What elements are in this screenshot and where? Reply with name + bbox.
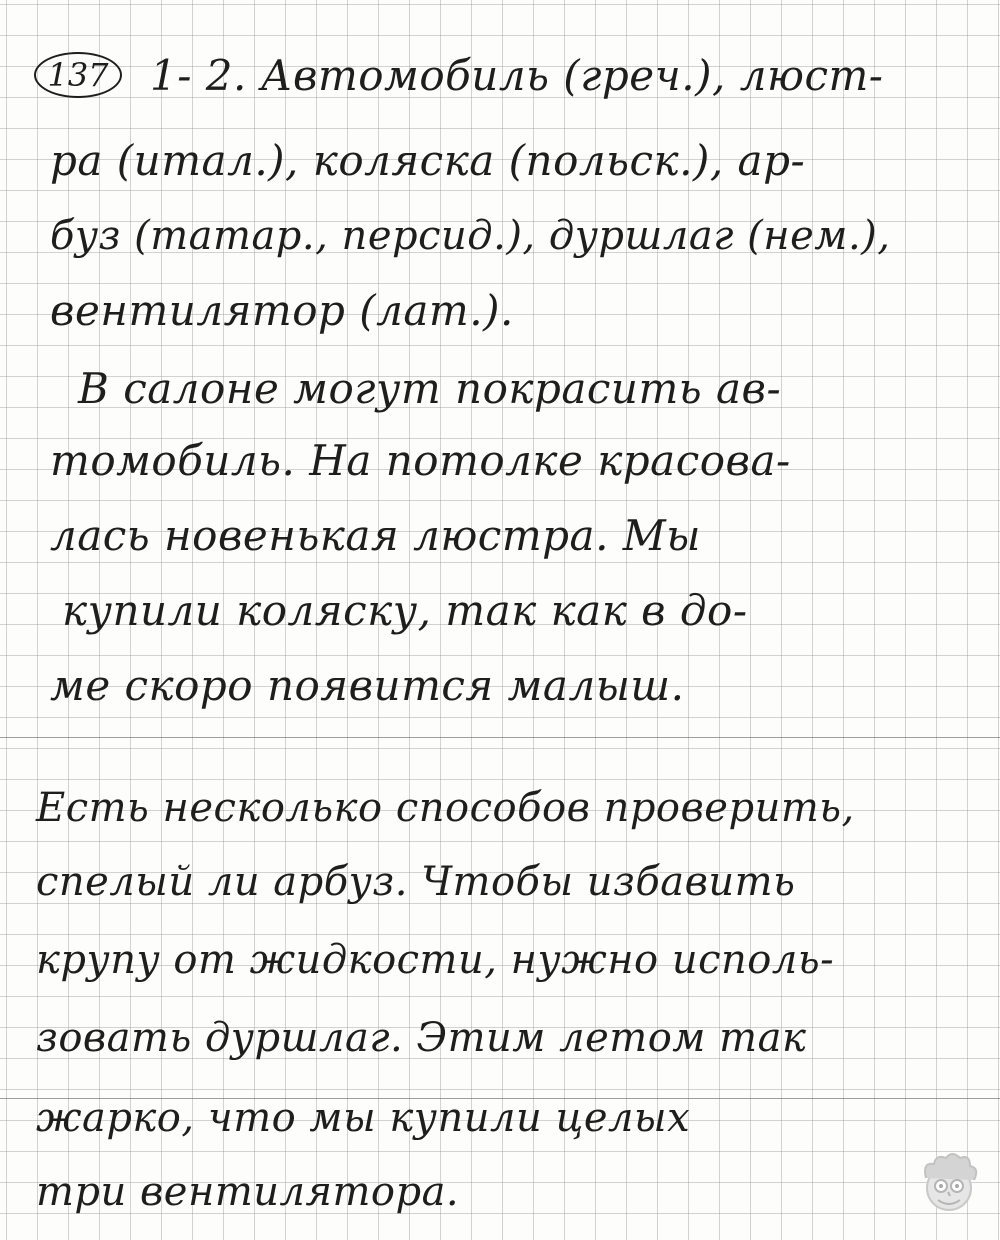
text-line: крупу от жидкости, нужно исполь-	[36, 937, 835, 983]
text-line: три вентилятора.	[36, 1169, 460, 1215]
text-line: В салоне могут покрасить ав-	[78, 364, 782, 413]
text-line: вентилятор (лат.).	[50, 286, 514, 335]
text-line: лась новенькая люстра. Мы	[50, 511, 701, 560]
text-line: ра (итал.), коляска (польск.), ар-	[50, 136, 806, 185]
text-line: жарко, что мы купили целых	[36, 1095, 691, 1141]
text-line: спелый ли арбуз. Чтобы избавить	[36, 859, 796, 905]
exercise-number: 137	[34, 52, 122, 98]
text-line: буз (татар., персид.), дуршлаг (нем.),	[50, 213, 891, 259]
text-line: томобиль. На потолке красова-	[50, 436, 791, 485]
page-divider-top	[0, 737, 1000, 738]
text-line: 1- 2. Автомобиль (греч.), люст-	[150, 51, 884, 100]
text-line: зовать дуршлаг. Этим летом так	[36, 1015, 807, 1061]
text-line: ме скоро появится малыш.	[50, 661, 685, 710]
cartoon-face-icon	[912, 1148, 986, 1222]
text-line: купили коляску, так как в до-	[62, 586, 748, 635]
text-line: Есть несколько способов проверить,	[36, 785, 855, 831]
